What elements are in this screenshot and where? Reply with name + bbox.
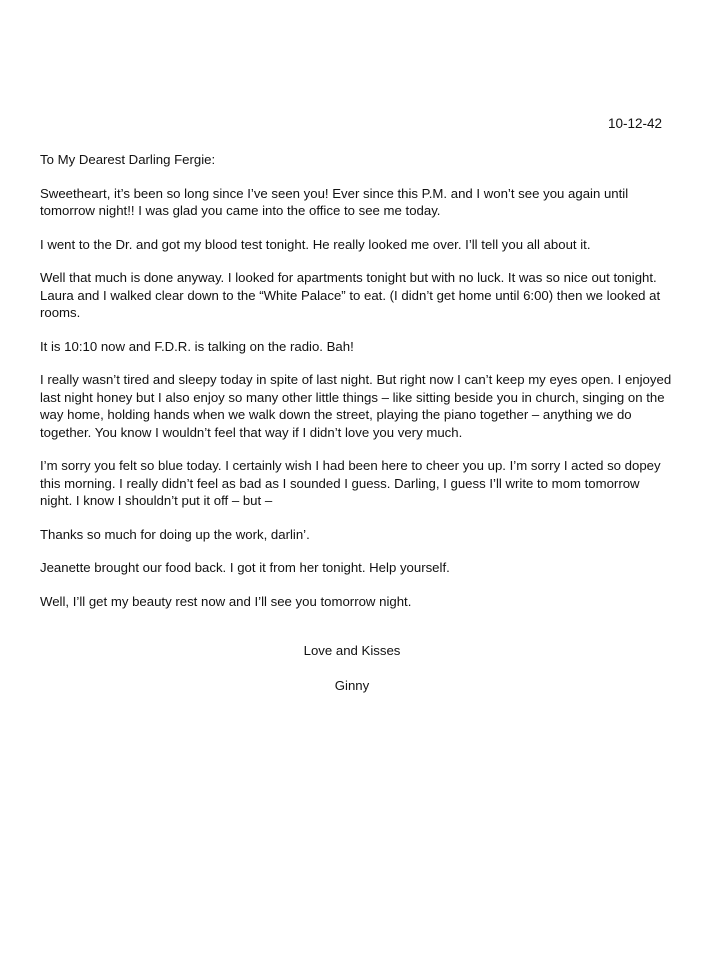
- letter-paragraph: Well that much is done anyway. I looked for apartments tonight but with no luck. It was so nice out tonight. Laura and I walked clear down to the “White Palace” to eat. (I didn’t get home until 6:00) then we looked at rooms.: [40, 270, 661, 320]
- letter-body: [40, 151, 672, 626]
- letter-date: 10-12-42: [607, 116, 662, 131]
- letter-paragraph: Sweetheart, it’s been so long since I’ve seen you! Ever since this P.M. and I won’t see you again until tomorrow night!! I was glad you came into the office to see me today.: [40, 185, 629, 218]
- letter-paragraph: I’m sorry you felt so blue today. I certainly wish I had been here to cheer you up. I’m sorry I acted so dopey this morning. I really didn’t feel as bad as I sounded I guess. Darling, I guess I’ll write to mom tomorrow night. I know I shouldn’t put it off – but –: [40, 458, 661, 508]
- letter-signature: Ginny: [334, 678, 370, 693]
- letter-paragraph: Well, I’ll get my beauty rest now and I’ll see you tomorrow night.: [40, 593, 412, 609]
- letter-paragraph: Thanks so much for doing up the work, darlin’.: [40, 526, 310, 542]
- letter-paragraph: I went to the Dr. and got my blood test tonight. He really looked me over. I’ll tell you all about it.: [40, 236, 591, 252]
- letter-paragraph: Jeanette brought our food back. I got it from her tonight. Help yourself.: [40, 560, 450, 575]
- letter-closing: Love and Kisses: [303, 643, 401, 658]
- letter-paragraph: I really wasn’t tired and sleepy today in spite of last night. But right now I can’t keep my eyes open. I enjoyed last night honey but I also enjoy so many other little things – like sitting beside you in church, singing on the way home, holding hands when we walk down the street, playing the piano together – anything we do together. You know I wouldn’t feel that way if I didn’t love you very much.: [40, 372, 672, 440]
- letter-salutation: To My Dearest Darling Fergie:: [40, 152, 216, 167]
- letter-paragraph: It is 10:10 now and F.D.R. is talking on the radio. Bah!: [40, 338, 354, 354]
